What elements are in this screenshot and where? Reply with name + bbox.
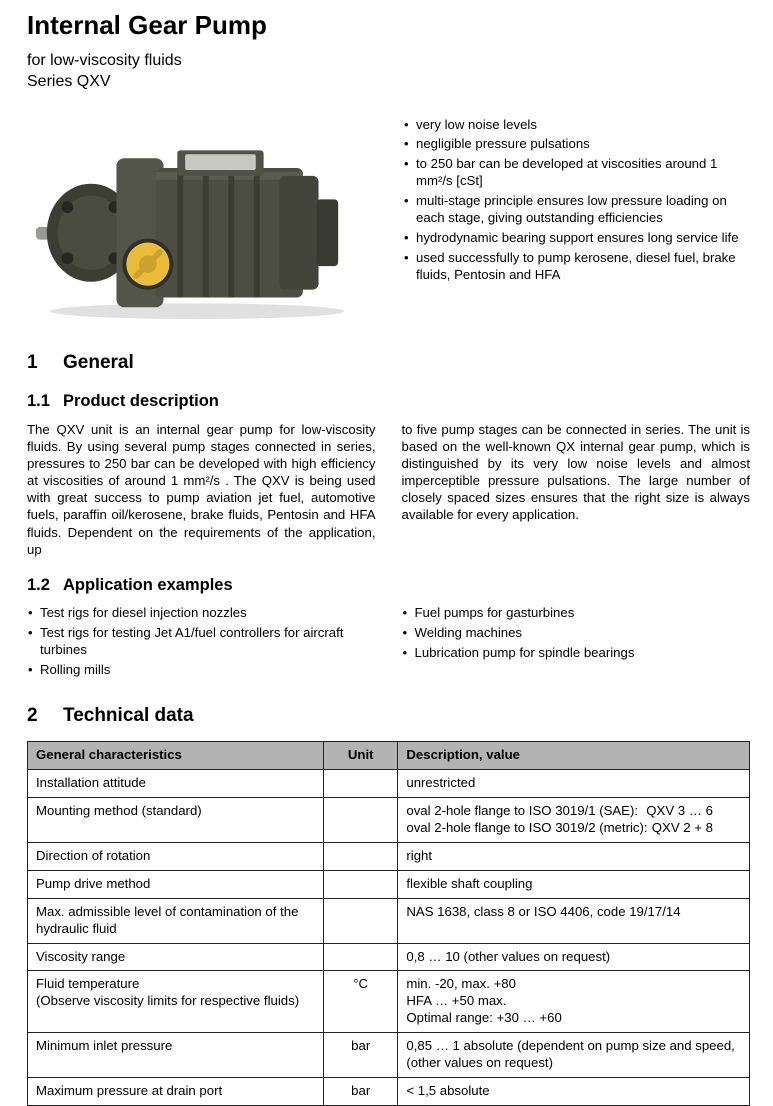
table-row [28,971,750,1033]
hero-section [27,117,750,328]
description-cell: NAS 1638, class 8 or ISO 4406, code 19/17/14 [398,898,750,943]
table-body [28,770,750,1105]
table-row [28,870,750,898]
table-header-row [28,742,750,770]
unit-cell [324,898,398,943]
application-examples-columns [27,605,750,682]
characteristic-cell: Minimum inlet pressure [28,1033,324,1078]
table-row [28,770,750,798]
table-row [28,943,750,971]
unit-cell [324,798,398,843]
characteristic-cell: Mounting method (standard) [28,798,324,843]
bullet-item: • used successfully to pump kerosene, diesel fuel, brake fluids, Pentosin and HFA [403,250,750,284]
technical-data-table [27,741,750,1105]
characteristic-cell: Max. admissible level of contamination of the hydraulic fluid [28,898,324,943]
characteristic-cell: Pump drive method [28,870,324,898]
section-number: 2 [27,705,38,727]
header-description-value: Description, value [398,742,750,770]
subsection-application-examples-heading [27,576,750,595]
unit-cell: °C [324,971,398,1033]
product-description-right: to five pump stages can be connected in series. The unit is based on the well-known QX internal gear pump, which is distinguished by its very low noise levels and almost imperceptible pressure pulsations. The large number of closely spaced sizes ensures that the right size is always available for every application. [401,421,750,523]
bullet-item: • Test rigs for diesel injection nozzles [27,605,376,622]
bullet-item: • Welding machines [402,625,751,642]
description-cell: < 1,5 absolute [398,1077,750,1105]
bullet-item: • very low noise levels [403,117,750,134]
description-cell: 0,85 … 1 absolute (dependent on pump size and speed, (other values on request) [398,1033,750,1078]
description-cell: flexible shaft coupling [398,870,750,898]
bullet-item: • Test rigs for testing Jet A1/fuel controllers for aircraft turbines [27,625,376,659]
series-label: Series QXV [27,72,111,90]
characteristic-cell: Maximum pressure at drain port [28,1077,324,1105]
description-cell: right [398,842,750,870]
bullet-item: • multi-stage principle ensures low pressure loading on each stage, giving outstanding efficiencies [403,193,750,227]
subsection-product-description-heading [27,392,750,411]
section-title: General [63,351,134,373]
header-unit: Unit [324,742,398,770]
bullet-item: • Rolling mills [27,662,376,679]
unit-cell [324,770,398,798]
unit-cell: bar [324,1077,398,1105]
bullet-item: • Lubrication pump for spindle bearings [402,645,751,662]
unit-cell [324,943,398,971]
description-cell: oval 2-hole flange to ISO 3019/1 (SAE): QXV 3 … 6 oval 2-hole flange to ISO 3019/2 (metric): QXV 2 + 8 [398,798,750,843]
section-general-heading [27,352,750,374]
bullet-item: • negligible pressure pulsations [403,136,750,153]
description-cell: unrestricted [398,770,750,798]
applications-left-list [27,605,376,682]
characteristic-cell: Viscosity range [28,943,324,971]
bullet-item: • to 250 bar can be developed at viscosities around 1 mm²/s [cSt] [403,156,750,190]
subsection-number: 1.2 [27,575,50,594]
section-number: 1 [27,351,38,373]
bullet-item: • Fuel pumps for gasturbines [402,605,751,622]
product-description-columns [27,421,750,558]
bullet-item: • hydrodynamic bearing support ensures long service life [403,230,750,247]
product-description-left: The QXV unit is an internal gear pump for low-viscosity fluids. By using several pump stages connected in series, pressures to 250 bar can be developed with high efficiency at viscosities of around 1 mm²/s . The QXV is being used with great success to pump aviation jet fuel, automotive fuels, paraffin oil/kerosene, brake fluids, Pentosin and HFA fluids. Dependent on the requirements of the application, up [27,421,376,557]
characteristic-cell: Installation attitude [28,770,324,798]
page-title: Internal Gear Pump [27,10,267,40]
applications-right-list [402,605,751,682]
description-cell: 0,8 … 10 (other values on request) [398,943,750,971]
description-cell: min. -20, max. +80 HFA … +50 max. Optimal range: +30 … +60 [398,971,750,1033]
pump-illustration [27,117,357,323]
header-general-characteristics: General characteristics [28,742,324,770]
table-row [28,898,750,943]
pump-product-image [27,117,403,328]
table-row [28,798,750,843]
unit-cell [324,842,398,870]
unit-cell [324,870,398,898]
section-title: Technical data [63,705,194,727]
table-row [28,1033,750,1078]
table-row [28,842,750,870]
subsection-number: 1.1 [27,391,50,410]
subsection-title: Application examples [63,575,233,594]
characteristic-cell: Direction of rotation [28,842,324,870]
table-row [28,1077,750,1105]
section-technical-data-heading [27,705,750,727]
features-list [403,117,750,287]
characteristic-cell: Fluid temperature (Observe viscosity limits for respective fluids) [28,971,324,1033]
unit-cell: bar [324,1033,398,1078]
page-subtitle: for low-viscosity fluids [27,52,182,69]
subsection-title: Product description [63,391,219,410]
